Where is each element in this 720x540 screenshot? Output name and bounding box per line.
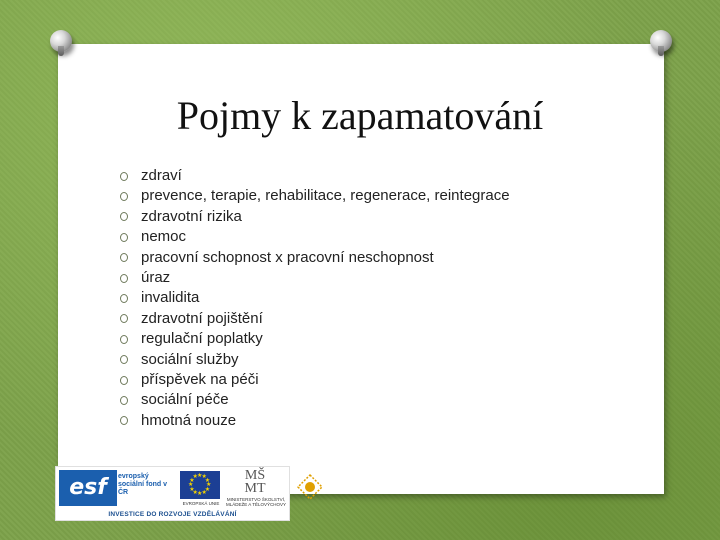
list-item-label: zdraví	[141, 167, 182, 184]
list-item-label: nemoc	[141, 228, 187, 246]
slide-title: Pojmy k zapamatování	[176, 93, 544, 138]
list-item-label: zdravotní rizika	[141, 207, 242, 225]
op-vk-logo-icon	[296, 473, 324, 503]
bullet-circle-icon	[120, 172, 128, 181]
bullet-circle-icon	[120, 416, 128, 425]
list-item	[120, 309, 510, 329]
bullet-circle-icon	[120, 335, 128, 344]
list-item-label: prevence, terapie, rehabilitace, regenerace, reintegrace	[141, 187, 510, 205]
msmt-logo: MŠ MT	[244, 468, 266, 496]
list-item-label: sociální péče	[141, 391, 229, 409]
list-item	[120, 268, 510, 288]
esf-logo: esf	[59, 470, 117, 506]
list-item-label: zdravotní pojištění	[141, 309, 263, 327]
funding-tagline: INVESTICE DO ROZVOJE VZDĚLÁVÁNÍ	[108, 511, 237, 518]
bullet-circle-icon	[120, 314, 128, 323]
list-item	[120, 207, 510, 227]
list-item	[120, 166, 510, 186]
list-item-label: úraz	[141, 268, 171, 286]
bullet-circle-icon	[120, 396, 128, 405]
pushpin-right-icon	[650, 30, 672, 52]
list-item	[120, 227, 510, 247]
eu-flag-icon: ★ ★ ★ ★ ★ ★ ★ ★ ★ ★ ★ ★	[180, 471, 220, 499]
bullet-circle-icon	[120, 294, 128, 303]
list-item	[120, 370, 510, 390]
list-item	[120, 390, 510, 410]
list-item-label: hmotná nouze	[141, 411, 237, 429]
bullet-circle-icon	[120, 212, 128, 221]
pushpin-left-icon	[50, 30, 72, 52]
list-item	[120, 248, 510, 268]
bullet-circle-icon	[120, 274, 128, 283]
list-item	[120, 186, 510, 206]
list-item-label: sociální služby	[141, 350, 239, 368]
list-item-label: invalidita	[141, 289, 200, 307]
list-item-label: regulační poplatky	[141, 330, 263, 348]
bullet-circle-icon	[120, 233, 128, 242]
list-item	[120, 350, 510, 370]
list-item	[120, 329, 510, 349]
esf-subtitle: evropský sociální fond v ČR	[118, 473, 168, 496]
list-item	[120, 411, 510, 431]
bullet-circle-icon	[120, 253, 128, 262]
list-item	[120, 288, 510, 308]
bullet-circle-icon	[120, 355, 128, 364]
list-item-label: pracovní schopnost x pracovní neschopnost	[141, 248, 434, 266]
msmt-caption: MINISTERSTVO ŠKOLSTVÍ, MLÁDEŽE A TĚLOVÝCHOVY	[226, 497, 286, 507]
bullet-circle-icon	[120, 192, 128, 201]
concept-list	[120, 166, 510, 431]
funding-logos	[55, 466, 290, 521]
list-item-label: příspěvek na péči	[141, 370, 259, 388]
eu-caption: EVROPSKÁ UNIE	[182, 501, 220, 506]
bullet-circle-icon	[120, 376, 128, 385]
